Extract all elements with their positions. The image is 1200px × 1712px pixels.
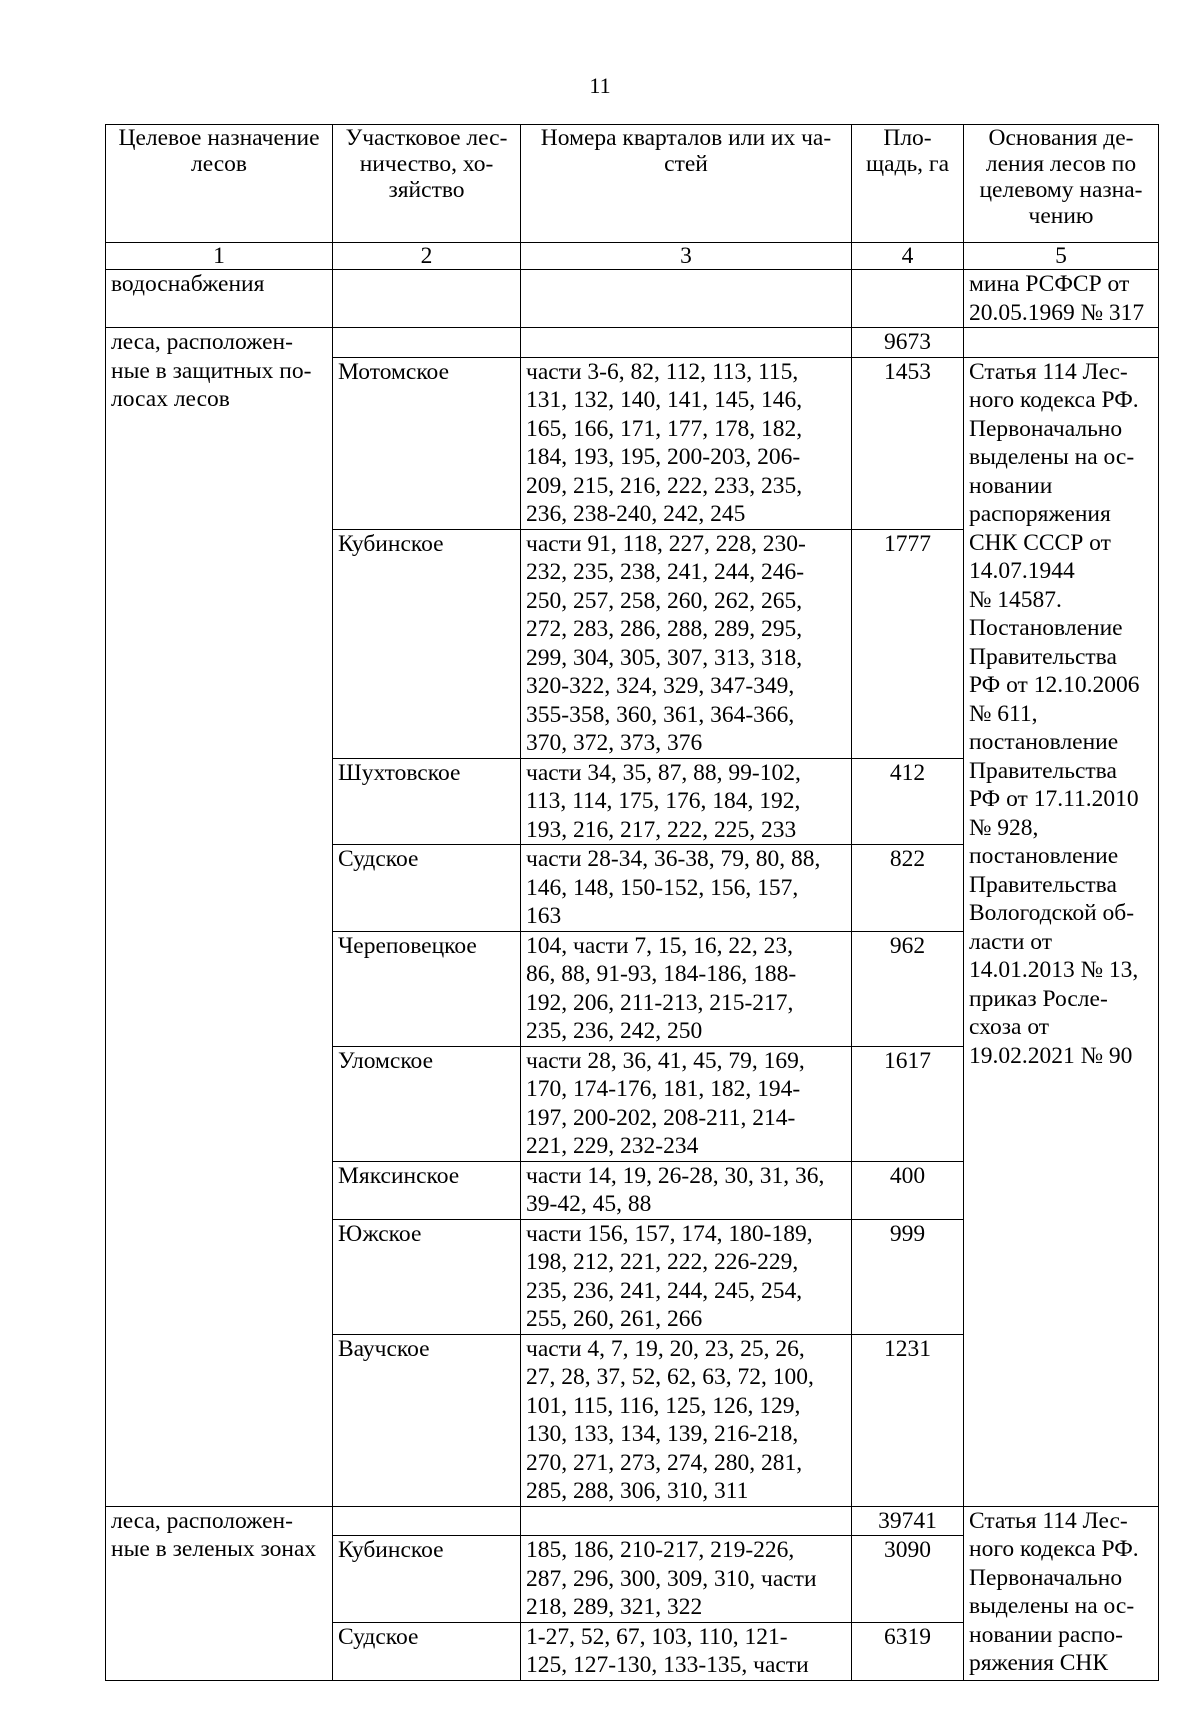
area-cell: 6319: [852, 1622, 964, 1680]
quarters-cell: [521, 1506, 852, 1536]
area-cell: 1453: [852, 357, 964, 529]
column-number: 3: [521, 243, 852, 270]
area-cell: 1231: [852, 1334, 964, 1506]
purpose-cell: леса, расположен- ные в зеленых зонах: [106, 1506, 333, 1680]
column-number: 4: [852, 243, 964, 270]
page-number: 11: [589, 73, 611, 98]
quarters-cell: части 28-34, 36-38, 79, 80, 88, 146, 148, 150-152, 156, 157, 163: [521, 845, 852, 932]
forestry-cell: Мяксинское: [333, 1161, 521, 1219]
area-cell: 3090: [852, 1536, 964, 1623]
header-forestry: Участковое лес- ничество, хо- зяйство: [333, 125, 521, 243]
quarters-cell: [521, 328, 852, 358]
purpose-cell: водоснабжения: [106, 270, 333, 328]
area-cell: 1777: [852, 529, 964, 758]
quarters-cell: части 156, 157, 174, 180-189, 198, 212, 221, 222, 226-229, 235, 236, 241, 244, 245, 254, 255, 260, 261, 266: [521, 1219, 852, 1334]
quarters-cell: [521, 270, 852, 328]
quarters-cell: части 34, 35, 87, 88, 99-102, 113, 114, 175, 176, 184, 192, 193, 216, 217, 222, 225, 233: [521, 758, 852, 845]
forestry-cell: Судское: [333, 1622, 521, 1680]
quarters-cell: 185, 186, 210-217, 219-226, 287, 296, 300, 309, 310, части 218, 289, 321, 322: [521, 1536, 852, 1623]
basis-cell: мина РСФСР от 20.05.1969 № 317: [964, 270, 1159, 328]
basis-cell: Статья 114 Лес- ного кодекса РФ. Первоначально выделены на ос- новании распо- ряжения СНК: [964, 1506, 1159, 1680]
forestry-cell: Ваучское: [333, 1334, 521, 1506]
quarters-cell: части 14, 19, 26-28, 30, 31, 36, 39-42, 45, 88: [521, 1161, 852, 1219]
forestry-cell: Шухтовское: [333, 758, 521, 845]
forestry-cell: [333, 1506, 521, 1536]
quarters-cell: 104, части 7, 15, 16, 22, 23, 86, 88, 91-93, 184-186, 188- 192, 206, 211-213, 215-217, 235, 236, 242, 250: [521, 931, 852, 1046]
area-cell: 400: [852, 1161, 964, 1219]
column-number-row: [106, 243, 1159, 270]
header-quarters: Номера кварталов или их ча- стей: [521, 125, 852, 243]
column-number: 5: [964, 243, 1159, 270]
quarters-cell: части 4, 7, 19, 20, 23, 25, 26, 27, 28, 37, 52, 62, 63, 72, 100, 101, 115, 116, 125, 126, 129, 130, 133, 134, 139, 216-218, 270, 271, 273, 274, 280, 281, 285, 288, 306, 310, 311: [521, 1334, 852, 1506]
area-cell: 962: [852, 931, 964, 1046]
area-cell: 412: [852, 758, 964, 845]
area-cell: [852, 270, 964, 328]
basis-cell: [964, 328, 1159, 358]
total-area-cell: 39741: [852, 1506, 964, 1536]
column-number: 2: [333, 243, 521, 270]
table-row: [106, 1506, 1159, 1536]
forestry-cell: Кубинское: [333, 529, 521, 758]
table-row: [106, 328, 1159, 358]
table-row: [106, 270, 1159, 328]
area-cell: 822: [852, 845, 964, 932]
forestry-cell: Мотомское: [333, 357, 521, 529]
header-purpose: Целевое назначение лесов: [106, 125, 333, 243]
forestry-cell: [333, 270, 521, 328]
quarters-cell: 1-27, 52, 67, 103, 110, 121- 125, 127-130, 133-135, части: [521, 1622, 852, 1680]
forestry-cell: Судское: [333, 845, 521, 932]
basis-cell: Статья 114 Лес- ного кодекса РФ. Первоначально выделены на ос- новании распоряжения СНК СССР от 14.07.1944 № 14587. Постановление Правительства РФ от 12.10.2006 № 611, постановление Правительства РФ от 17.11.2010 № 928, постановление Правительства Вологодской об- ласти от 14.01.2013 № 13, приказ Росле- схоза от 19.02.2021 № 90: [964, 357, 1159, 1506]
area-cell: 1617: [852, 1046, 964, 1161]
forestry-cell: Кубинское: [333, 1536, 521, 1623]
column-number: 1: [106, 243, 333, 270]
forestry-cell: [333, 328, 521, 358]
quarters-cell: части 28, 36, 41, 45, 79, 169, 170, 174-176, 181, 182, 194- 197, 200-202, 208-211, 214- 221, 229, 232-234: [521, 1046, 852, 1161]
forestry-cell: Южское: [333, 1219, 521, 1334]
total-area-cell: 9673: [852, 328, 964, 358]
header-row: [106, 125, 1159, 243]
area-cell: 999: [852, 1219, 964, 1334]
quarters-cell: части 91, 118, 227, 228, 230- 232, 235, 238, 241, 244, 246- 250, 257, 258, 260, 262, 265, 272, 283, 286, 288, 289, 295, 299, 304, 305, 307, 313, 318, 320-322, 324, 329, 347-349, 355-358, 360, 361, 364-366, 370, 372, 373, 376: [521, 529, 852, 758]
forest-purpose-table: [105, 124, 1159, 1681]
header-area: Пло- щадь, га: [852, 125, 964, 243]
forestry-cell: Череповецкое: [333, 931, 521, 1046]
purpose-cell: леса, расположен- ные в защитных по- лосах лесов: [106, 328, 333, 1507]
quarters-cell: части 3-6, 82, 112, 113, 115, 131, 132, 140, 141, 145, 146, 165, 166, 171, 177, 178, 182, 184, 193, 195, 200-203, 206- 209, 215, 216, 222, 233, 235, 236, 238-240, 242, 245: [521, 357, 852, 529]
header-basis: Основания де- ления лесов по целевому назна- чению: [964, 125, 1159, 243]
forestry-cell: Уломское: [333, 1046, 521, 1161]
